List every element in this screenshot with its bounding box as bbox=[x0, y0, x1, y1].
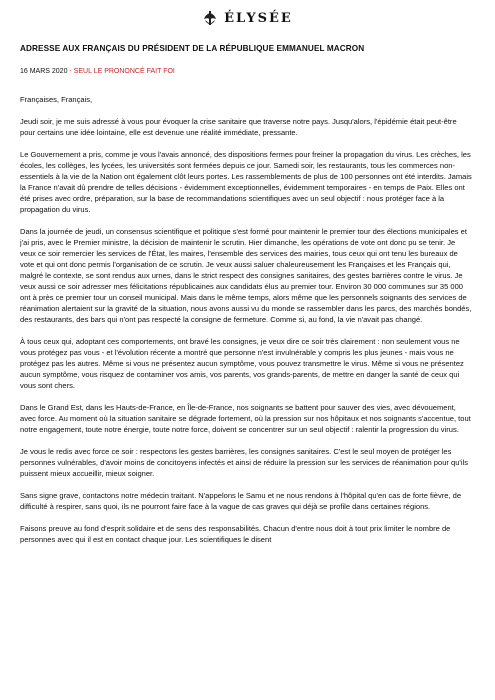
paragraph: Dans le Grand Est, dans les Hauts-de-France, en Île-de-France, nos soignants se battent pour sauver des vies, avec dévouement, avec force. Au moment où la situation sanitaire se dégrade fortement, où la pression sur nos hôpitaux et nos soignants s'accentue, tout notre engagement, toute notre énergie, toute notre force, doivent se concentrer sur un seul objectif : ralentir la progression du virus. bbox=[20, 403, 471, 434]
paragraph: Je vous le redis avec force ce soir : respectons les gestes barrières, les consignes sanitaires. C'est le seul moyen de protéger les personnes vulnérables, d'avoir moins de concitoyens infectés et ainsi de réduire la pression sur les services de réanimation pour qu'ils puissent mieux accueillir, mieux soigner. bbox=[20, 447, 468, 478]
article-date: 16 MARS 2020 bbox=[20, 68, 68, 75]
paragraph: Françaises, Français, bbox=[20, 95, 93, 104]
article-body bbox=[20, 94, 472, 556]
paragraph: Le Gouvernement a pris, comme je vous l'avais annoncé, des dispositions fermes pour freiner la propagation du virus. Les crèches, les écoles, les collèges, les lycées, les universités sont fermées depuis ce jour. Samedi soir, les restaurants, tous les commerces non-essentiels à la vie de la Nation ont également clôt leurs portes. Les rassemblements de plus de 100 personnes ont été interdits. Jamais la France n'avait dû prendre de telles décisions - évidemment exceptionnelles, évidemment temporaires - en temps de Paix. Elles ont été prises avec ordre, préparation, sur la base de recommandations scientifiques avec un seul objectif : nous protéger face à la propagation du virus. bbox=[20, 150, 472, 214]
paragraph: Faisons preuve au fond d'esprit solidaire et de sens des responsabilités. Chacun d'entre nous doit à tout prix limiter le nombre de personnes avec qui il est en contact chaque jour. Les scientifiques le disent bbox=[20, 524, 451, 544]
paragraph: À tous ceux qui, adoptant ces comportements, ont bravé les consignes, je veux dire ce soir très clairement : non seulement vous ne vous protégez pas vous - et l'évolution récente a montré que personne n'est invulnérable y compris les plus jeunes - mais vous ne protégez pas les autres. Même si vous ne présentez aucun symptôme, vous pouvez transmettre le virus. Même si vous ne présentez aucun symptôme, vous risquez de contaminer vos amis, vos parents, vos grands-parents, de mettre en danger la santé de ceux qui vous sont chers. bbox=[20, 337, 464, 390]
paragraph: Dans la journée de jeudi, un consensus scientifique et politique s'est formé pour maintenir le premier tour des élections municipales et j'ai pris, avec le Premier ministre, la décision de maintenir le scrutin. Hier dimanche, les opérations de vote ont donc pu se tenir. Je veux ce soir remercier les services de l'État, les maires, l'ensemble des services des mairies, tous ceux qui ont tenu les bureaux de vote et qui ont donc permis l'organisation de ce scrutin. Je veux aussi saluer chaleureusement les Françaises et les Français qui, malgré le contexte, se sont rendus aux urnes, dans le strict respect des consignes sanitaires, des gestes barrières contre le virus. Je veux aussi ce soir adresser mes félicitations républicaines aux candidats élus au premier tour. Environ 30 000 communes sur 35 000 ont à près ce premier tour un conseil municipal. Mais dans le même temps, alors même que les personnels soignants des services de réanimation alertaient sur la gravité de la situation, nous avons aussi vu du monde se rassembler dans les parcs, des marchés bondés, des restaurants, des bars qui n'ont pas respecté la consigne de fermeture. Comme si, au fond, la vie n'avait pas changé. bbox=[20, 227, 472, 324]
elysee-emblem-icon bbox=[202, 10, 218, 26]
site-header bbox=[0, 10, 495, 26]
paragraph: Sans signe grave, contactons notre médecin traitant. N'appelons le Samu et ne nous rendons à l'hôpital qu'en cas de forte fièvre, de difficulté à respirer, sans quoi, ils ne pourront faire face à la vague de cas graves qui déjà se profile dans certaines régions. bbox=[20, 491, 462, 511]
meta-separator: - bbox=[67, 68, 74, 75]
site-brand: ÉLYSÉE bbox=[224, 10, 293, 26]
article-title: ADRESSE AUX FRANÇAIS DU PRÉSIDENT DE LA RÉPUBLIQUE EMMANUEL MACRON bbox=[20, 44, 365, 53]
article-tag: SEUL LE PRONONCÉ FAIT FOI bbox=[73, 68, 175, 75]
paragraph: Jeudi soir, je me suis adressé à vous pour évoquer la crise sanitaire que traverse notre pays. Jusqu'alors, l'épidémie était peut-être pour certains une idée lointaine, elle est devenue une réalité immédiate, pressante. bbox=[20, 117, 457, 137]
article-meta bbox=[20, 68, 475, 75]
